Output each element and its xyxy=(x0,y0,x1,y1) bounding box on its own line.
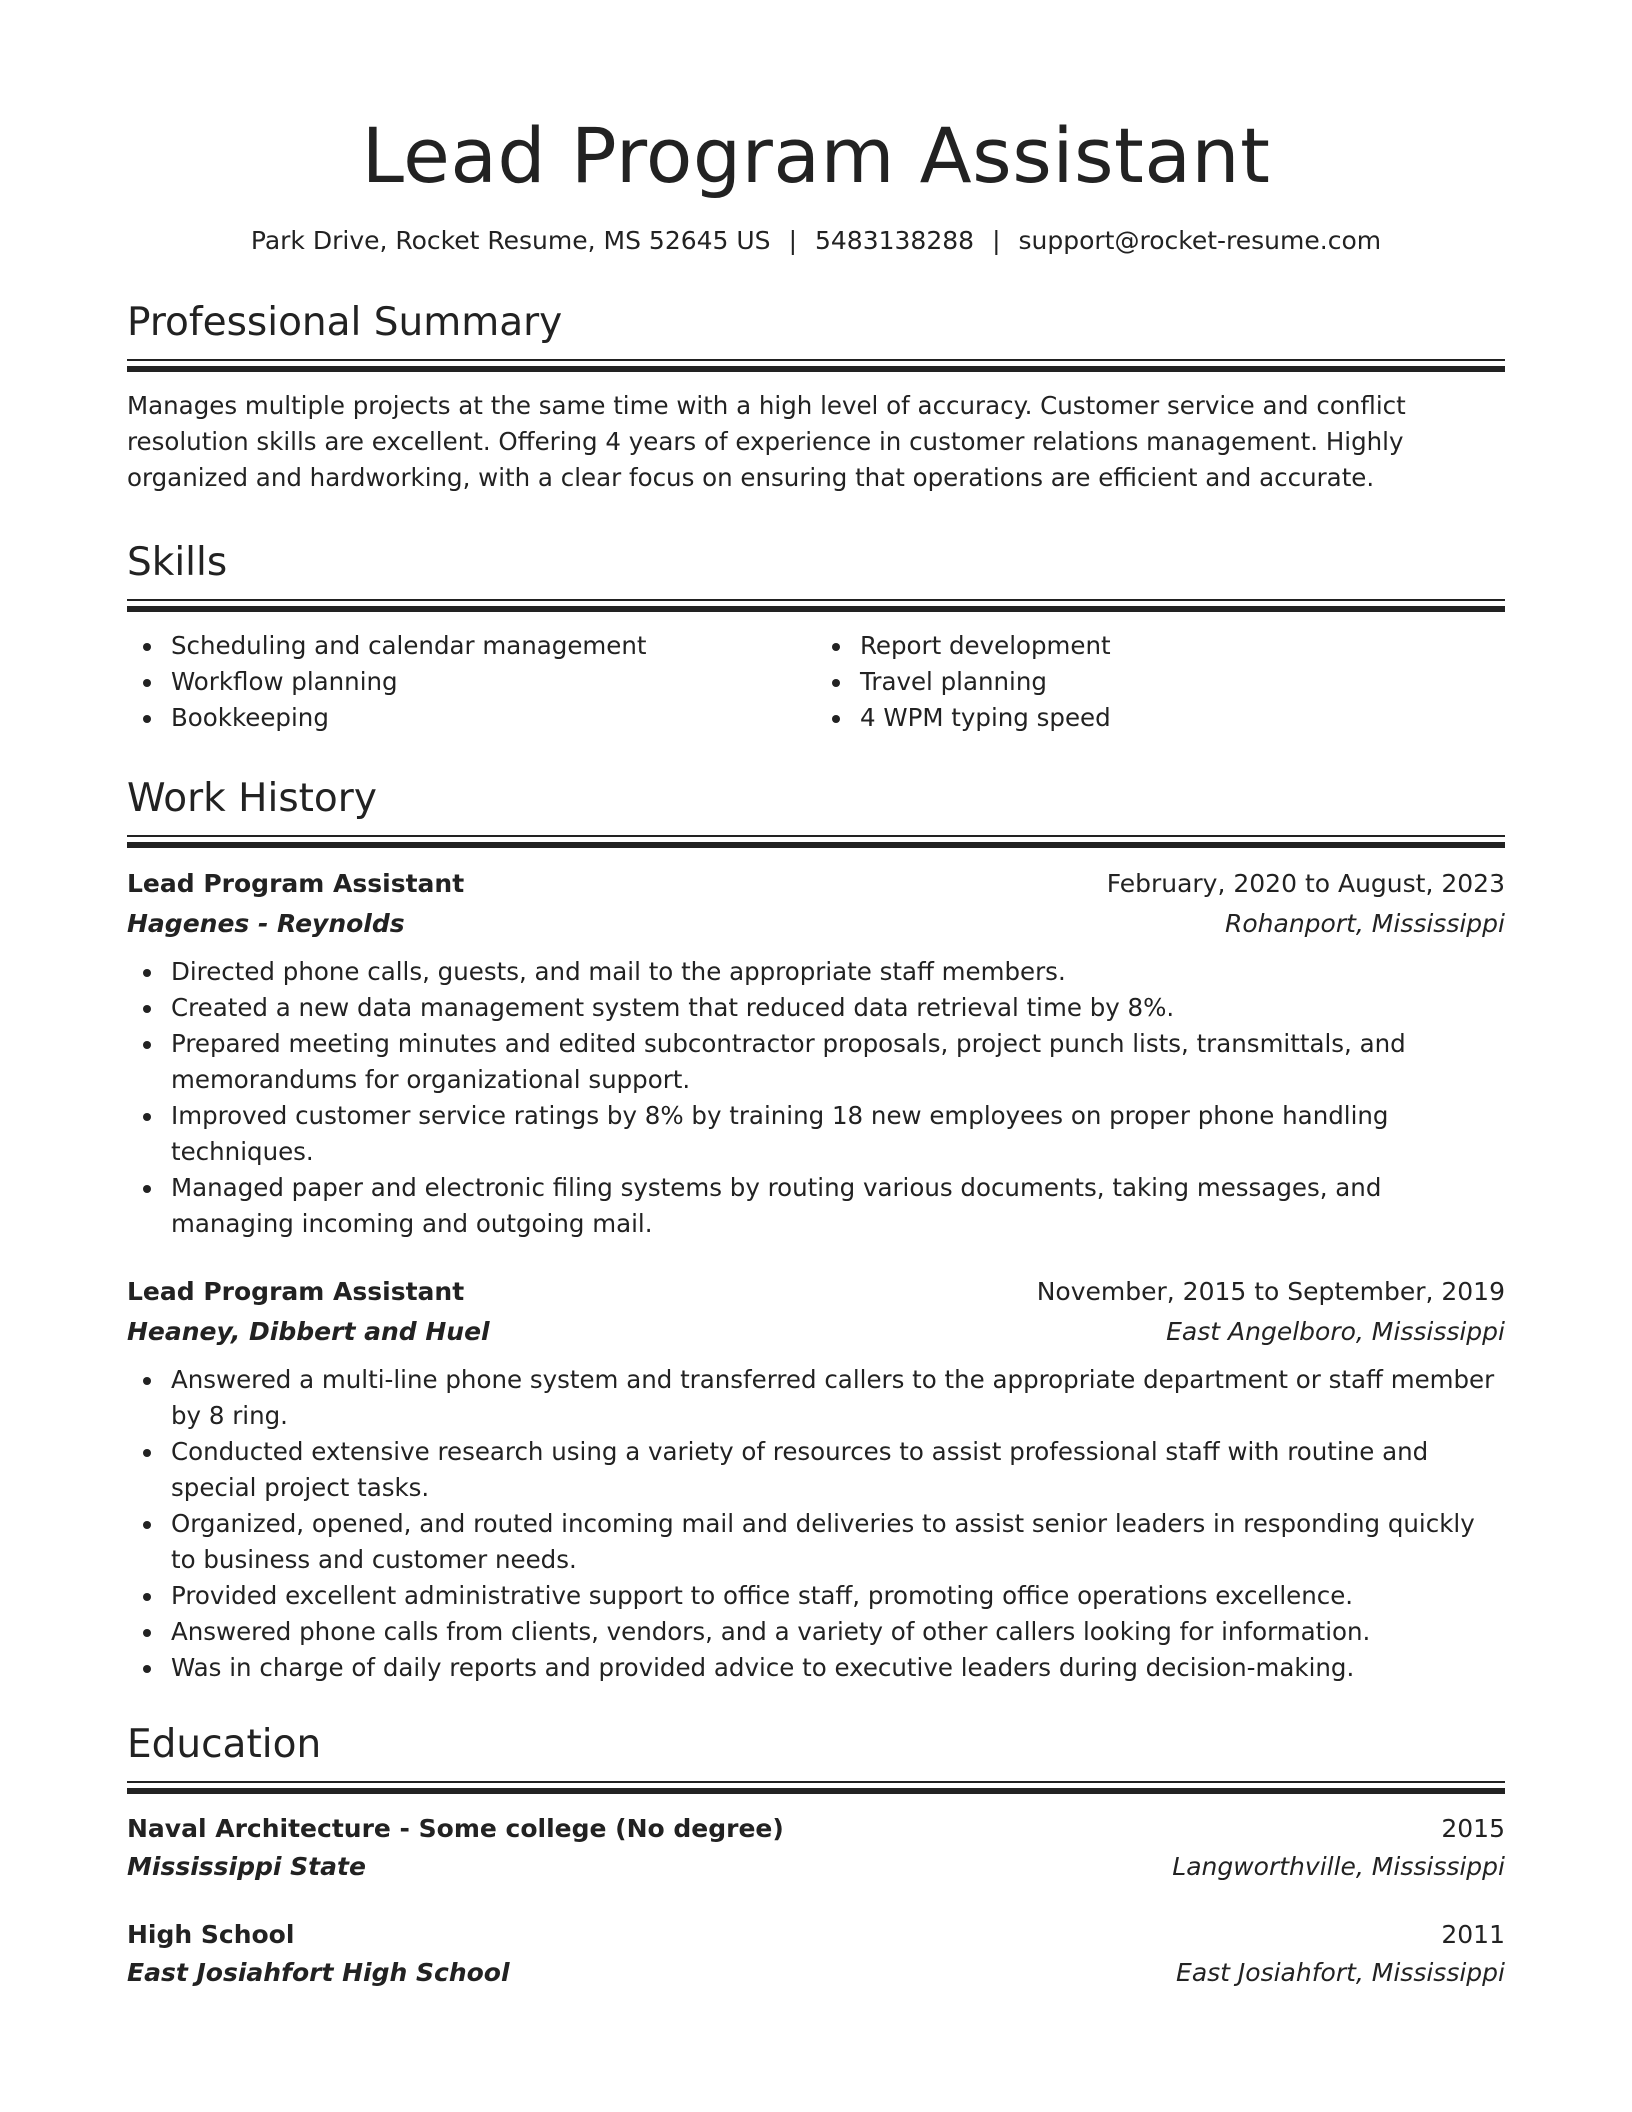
education-degree: Naval Architecture - Some college (No degree) xyxy=(127,1813,784,1843)
page-title: Lead Program Assistant xyxy=(361,111,1271,200)
contact-phone: 5483138288 xyxy=(815,226,975,255)
skill-item: Report development xyxy=(860,628,1505,664)
contact-line xyxy=(127,226,1505,256)
contact-address: Park Drive, Rocket Resume, MS 52645 US xyxy=(250,226,771,255)
job-bullet: Organized, opened, and routed incoming mail and deliveries to assist senior leaders in responding quickly to business and customer needs. xyxy=(171,1506,1505,1578)
job-bullets xyxy=(127,954,1505,1242)
section-title-summary: Professional Summary xyxy=(127,300,563,345)
job-title: Lead Program Assistant xyxy=(127,868,465,898)
skill-item: Travel planning xyxy=(860,664,1505,700)
education-school: Mississippi State xyxy=(127,1851,366,1881)
education-entry xyxy=(127,1810,1505,1886)
job-dates: November, 2015 to September, 2019 xyxy=(1036,1276,1505,1306)
job-company: Hagenes - Reynolds xyxy=(127,908,405,938)
job-bullet: Prepared meeting minutes and edited subcontractor proposals, project punch lists, transmittals, and memorandums for organizational support. xyxy=(171,1026,1505,1098)
skill-item: Scheduling and calendar management xyxy=(171,628,816,664)
skills-grid xyxy=(127,628,1505,736)
job-bullet: Managed paper and electronic filing systems by routing various documents, taking messages, and managing incoming and outgoing mail. xyxy=(171,1170,1505,1242)
education-year: 2015 xyxy=(1441,1813,1505,1843)
section-title-skills: Skills xyxy=(127,539,228,585)
section-divider xyxy=(127,599,1505,612)
job-bullet: Conducted extensive research using a variety of resources to assist professional staff with routine and special project tasks. xyxy=(171,1434,1505,1506)
education-school: East Josiahfort High School xyxy=(127,1957,510,1987)
skill-item: 4 WPM typing speed xyxy=(860,700,1505,736)
job-bullet: Was in charge of daily reports and provided advice to executive leaders during decision-making. xyxy=(171,1650,1505,1686)
job-bullet: Answered phone calls from clients, vendors, and a variety of other callers looking for information. xyxy=(171,1614,1505,1650)
contact-separator: | xyxy=(788,226,797,255)
job-dates: February, 2020 to August, 2023 xyxy=(1106,868,1505,898)
education-location: East Josiahfort, Mississippi xyxy=(1176,1957,1505,1987)
skills-column-right xyxy=(816,628,1505,736)
job-bullets xyxy=(127,1362,1505,1686)
job-company: Heaney, Dibbert and Huel xyxy=(127,1316,490,1346)
contact-separator: | xyxy=(992,226,1001,255)
job-entry xyxy=(127,864,1505,1242)
education-location: Langworthville, Mississippi xyxy=(1172,1851,1505,1881)
job-bullet: Answered a multi-line phone system and transferred callers to the appropriate department or staff member by 8 ring. xyxy=(171,1362,1505,1434)
section-title-work: Work History xyxy=(127,775,377,821)
contact-email: support@rocket-resume.com xyxy=(1018,226,1382,255)
job-title: Lead Program Assistant xyxy=(127,1276,465,1306)
summary-section xyxy=(127,302,1505,496)
education-degree: High School xyxy=(127,1919,295,1949)
job-location: East Angelboro, Mississippi xyxy=(1166,1316,1505,1346)
section-divider xyxy=(127,835,1505,848)
section-divider xyxy=(127,359,1505,372)
skill-item: Workflow planning xyxy=(171,664,816,700)
work-history-section xyxy=(127,775,1505,1686)
summary-text: Manages multiple projects at the same time with a high level of accuracy. Customer service and conflict resolution skills are excellent. Offering 4 years of experience in customer relations management. Highly organized and hardworking, with a clear focus on ensuring that operations are efficient and accurate. xyxy=(127,390,1406,492)
skills-column-left xyxy=(127,628,816,736)
section-title-education: Education xyxy=(127,1721,322,1767)
education-entry xyxy=(127,1916,1505,1992)
education-section xyxy=(127,1721,1505,1992)
job-bullet: Created a new data management system that reduced data retrieval time by 8%. xyxy=(171,990,1505,1026)
job-bullet: Provided excellent administrative support to office staff, promoting office operations excellence. xyxy=(171,1578,1505,1614)
skills-section xyxy=(127,539,1505,736)
education-year: 2011 xyxy=(1441,1919,1505,1949)
skill-item: Bookkeeping xyxy=(171,700,816,736)
job-entry xyxy=(127,1272,1505,1686)
section-divider xyxy=(127,1781,1505,1794)
job-bullet: Improved customer service ratings by 8% by training 18 new employees on proper phone handling techniques. xyxy=(171,1098,1505,1170)
job-bullet: Directed phone calls, guests, and mail to the appropriate staff members. xyxy=(171,954,1505,990)
job-location: Rohanport, Mississippi xyxy=(1224,908,1505,938)
